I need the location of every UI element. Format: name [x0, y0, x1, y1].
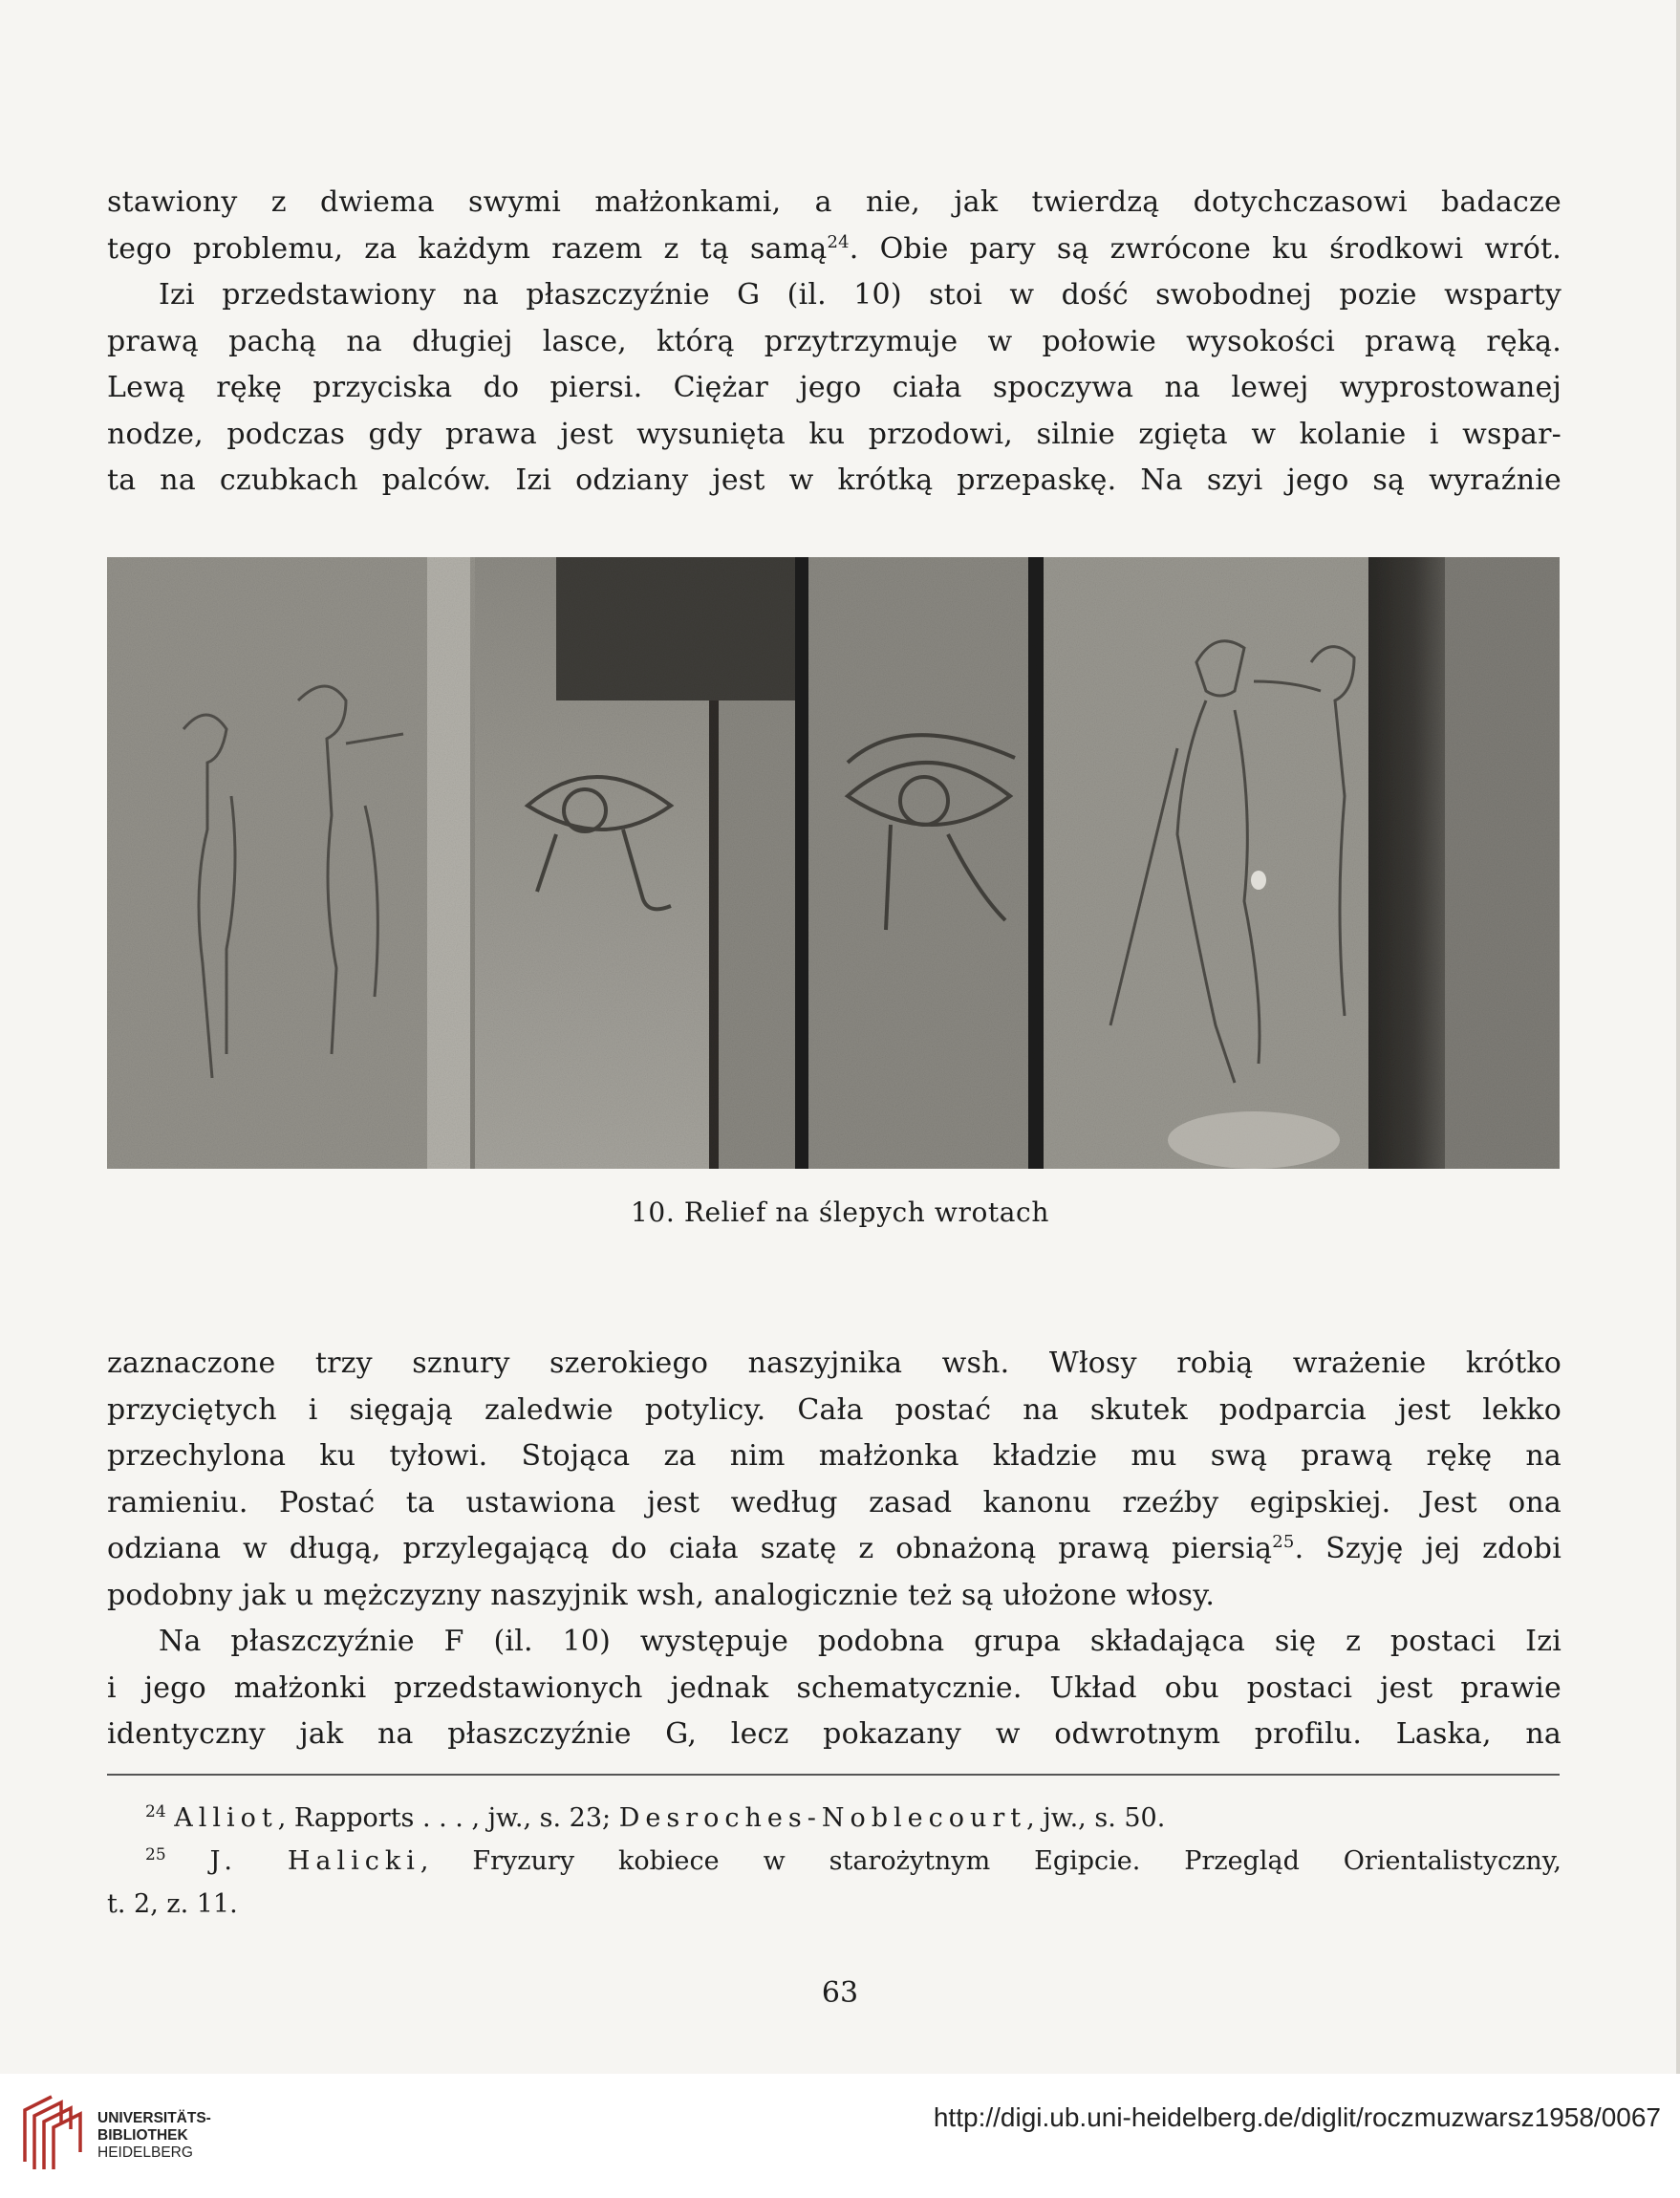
figure-caption: 10. Relief na ślepych wrotach — [631, 1196, 1049, 1228]
text-line: i jego małżonki przedstawionych jednak schematycznie. Układ obu postaci jest prawie — [107, 1670, 1562, 1705]
text-line: tego problemu, za każdym razem z tą samą$^{24}$. Obie pary są zwrócone ku środkowi wrót. — [107, 231, 1562, 266]
text-line: zaznaczone trzy sznury szerokiego naszyjnika wsh. Włosy robią wrażenie krótko — [107, 1347, 1562, 1380]
text-line: ta na czubkach palców. Izi odziany jest w krótką przepaskę. Na szyi jego są wyraźnie — [107, 463, 1562, 497]
text-line: Lewą rękę przyciska do piersi. Ciężar jego ciała spoczywa na lewej wyprostowanej — [107, 371, 1562, 404]
text-line: podobny jak u mężczyzny naszyjnik wsh, analogicznie też są ułożone włosy. — [107, 1578, 1216, 1612]
footnote-25-continuation: t. 2, z. 11. — [107, 1889, 238, 1919]
paragraph-bottom — [107, 1341, 1562, 1758]
footnote-author: Desroches-Noblecourt — [618, 1803, 1027, 1833]
text-line: ramieniu. Postać ta ustawiona jest według zasad kanonu rzeźby egipskiej. Jest ona — [107, 1485, 1562, 1519]
footnote-25: $^{25}$ J. Halicki, Fryzury kobiece w starożytnym Egipcie. Przegląd Orientalistyczny, — [145, 1845, 1562, 1876]
page-number: 63 — [821, 1976, 859, 2010]
paragraph-top — [107, 180, 1562, 505]
footnote-author: Alliot — [174, 1803, 278, 1833]
footnote-author: J. Halicki — [209, 1846, 420, 1876]
footnote-divider — [107, 1774, 1560, 1776]
footnote-number: 24 — [145, 1802, 166, 1821]
text-line: Na płaszczyźnie F (il. 10) występuje podobna grupa składająca się z postaci Izi — [159, 1625, 1562, 1658]
footnote-ref-24[interactable]: 24 — [827, 231, 850, 252]
text-line: Izi przedstawiony na płaszczyźnie G (il. 10) stoi w dość swobodnej pozie wsparty — [159, 278, 1562, 312]
text-line: prawą pachą na długiej lasce, którą przytrzymuje w połowie wysokości prawą ręką. — [107, 324, 1562, 358]
text-line: odziana w długą, przylegającą do ciała szatę z obnażoną prawą piersią$^{25}$. Szyję jej zdobi — [107, 1532, 1562, 1565]
footnote-24: $^{24}$ Alliot, Rapports . . . , jw., s. 23; Desroches-Noblecourt, jw., s. 50. — [145, 1802, 1166, 1833]
source-url-link[interactable]: http://digi.ub.uni-heidelberg.de/diglit/roczmuzwarsz1958/0067 — [933, 2102, 1661, 2132]
text-line: przechylona ku tyłowi. Stojąca za nim małżonka kładzie mu swą prawą rękę na — [107, 1439, 1562, 1473]
text-line: przyciętych i sięgają zaledwie potylicy. Cała postać na skutek podparcia jest lekko — [107, 1392, 1562, 1427]
text-line: nodze, podczas gdy prawa jest wysunięta ku przodowi, silnie zgięta w kolanie i wspar- — [107, 417, 1562, 451]
relief-photograph — [107, 557, 1560, 1169]
library-name: UNIVERSITÄTS- BIBLIOTHEK HEIDELBERG — [97, 2110, 211, 2161]
footnotes — [107, 1797, 1562, 1926]
text-line: identyczny jak na płaszczyźnie G, lecz pokazany w odwrotnym profilu. Laska, na — [107, 1717, 1562, 1751]
text-line: stawiony z dwiema swymi małżonkami, a nie, jak twierdzą dotychczasowi badacze — [107, 185, 1562, 219]
library-footer — [0, 2074, 1680, 2198]
footnote-ref-25[interactable]: 25 — [1272, 1532, 1295, 1552]
library-logo-icon — [15, 2095, 97, 2177]
footnote-number: 25 — [145, 1845, 166, 1864]
